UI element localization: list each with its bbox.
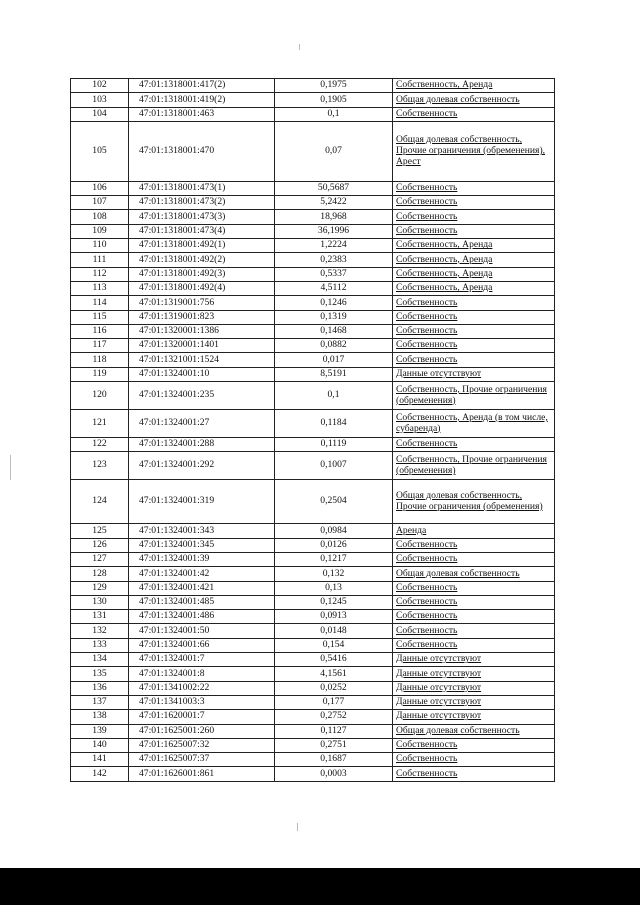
table-row — [71, 210, 555, 224]
table-row — [71, 595, 555, 609]
cadastral-number: 47:01:1324001:319 — [129, 480, 275, 524]
cadastral-number: 47:01:1318001:419(2) — [129, 93, 275, 107]
row-number: 121 — [71, 410, 129, 438]
table-row — [71, 667, 555, 681]
rights-status: Собственность, Аренда — [393, 253, 555, 267]
scan-mark-bottom — [297, 823, 298, 831]
area-value: 0,1127 — [275, 724, 393, 738]
row-number: 122 — [71, 438, 129, 452]
table-row — [71, 452, 555, 480]
rights-status: Собственность — [393, 738, 555, 752]
area-value: 0,0252 — [275, 681, 393, 695]
area-value: 0,132 — [275, 567, 393, 581]
row-number: 137 — [71, 695, 129, 709]
cadastral-number: 47:01:1620001:7 — [129, 710, 275, 724]
table-row — [71, 538, 555, 552]
table-row — [71, 738, 555, 752]
table-row — [71, 480, 555, 524]
rights-status: Собственность — [393, 353, 555, 367]
table-row — [71, 353, 555, 367]
table-row — [71, 253, 555, 267]
area-value: 0,1245 — [275, 595, 393, 609]
area-value: 0,1217 — [275, 552, 393, 566]
row-number: 111 — [71, 253, 129, 267]
table-row — [71, 567, 555, 581]
row-number: 110 — [71, 239, 129, 253]
cadastral-number: 47:01:1318001:492(3) — [129, 267, 275, 281]
row-number: 125 — [71, 524, 129, 538]
cadastral-number: 47:01:1324001:485 — [129, 595, 275, 609]
area-value: 0,1687 — [275, 753, 393, 767]
area-value: 0,5337 — [275, 267, 393, 281]
rights-status: Собственность — [393, 107, 555, 121]
cadastral-number: 47:01:1320001:1401 — [129, 339, 275, 353]
rights-status: Данные отсутствуют — [393, 367, 555, 381]
row-number: 128 — [71, 567, 129, 581]
table-row — [71, 753, 555, 767]
area-value: 0,1 — [275, 107, 393, 121]
row-number: 106 — [71, 181, 129, 195]
cadastral-number: 47:01:1318001:492(2) — [129, 253, 275, 267]
cadastral-number: 47:01:1324001:486 — [129, 610, 275, 624]
rights-status: Собственность — [393, 552, 555, 566]
row-number: 105 — [71, 121, 129, 181]
table-row — [71, 438, 555, 452]
rights-status: Собственность, Прочие ограничения (обременения) — [393, 452, 555, 480]
area-value: 8,5191 — [275, 367, 393, 381]
row-number: 103 — [71, 93, 129, 107]
rights-status: Общая долевая собственность — [393, 93, 555, 107]
area-value: 36,1996 — [275, 224, 393, 238]
table-row — [71, 410, 555, 438]
area-value: 0,1184 — [275, 410, 393, 438]
cadastral-number: 47:01:1318001:492(4) — [129, 281, 275, 295]
cadastral-number: 47:01:1324001:42 — [129, 567, 275, 581]
table-row — [71, 93, 555, 107]
rights-status: Общая долевая собственность — [393, 724, 555, 738]
rights-status: Собственность — [393, 767, 555, 781]
cadastral-number: 47:01:1324001:50 — [129, 624, 275, 638]
table-row — [71, 724, 555, 738]
table-row — [71, 181, 555, 195]
cadastral-number: 47:01:1324001:292 — [129, 452, 275, 480]
rights-status: Собственность, Аренда — [393, 79, 555, 93]
row-number: 102 — [71, 79, 129, 93]
area-value: 0,1007 — [275, 452, 393, 480]
cadastral-number: 47:01:1625007:32 — [129, 738, 275, 752]
rights-status: Общая долевая собственность, Прочие ограничения (обременения), Арест — [393, 121, 555, 181]
rights-status: Собственность — [393, 538, 555, 552]
area-value: 0,0126 — [275, 538, 393, 552]
rights-status: Собственность — [393, 624, 555, 638]
area-value: 0,0882 — [275, 339, 393, 353]
row-number: 126 — [71, 538, 129, 552]
area-value: 0,13 — [275, 581, 393, 595]
area-value: 0,2751 — [275, 738, 393, 752]
row-number: 119 — [71, 367, 129, 381]
cadastral-number: 47:01:1324001:7 — [129, 653, 275, 667]
rights-status: Собственность — [393, 595, 555, 609]
rights-status: Собственность — [393, 610, 555, 624]
cadastral-number: 47:01:1324001:421 — [129, 581, 275, 595]
cadastral-number: 47:01:1319001:823 — [129, 310, 275, 324]
rights-status: Данные отсутствуют — [393, 681, 555, 695]
cadastral-number: 47:01:1324001:66 — [129, 638, 275, 652]
table-row — [71, 524, 555, 538]
rights-status: Данные отсутствуют — [393, 695, 555, 709]
area-value: 0,07 — [275, 121, 393, 181]
table-row — [71, 121, 555, 181]
rights-status: Собственность — [393, 438, 555, 452]
scan-mark-top — [299, 44, 300, 50]
table-row — [71, 267, 555, 281]
area-value: 0,0984 — [275, 524, 393, 538]
table-row — [71, 695, 555, 709]
land-parcels-table-wrap — [70, 78, 554, 782]
cadastral-number: 47:01:1324001:10 — [129, 367, 275, 381]
rights-status: Данные отсутствуют — [393, 710, 555, 724]
cadastral-number: 47:01:1324001:39 — [129, 552, 275, 566]
rights-status: Собственность, Аренда (в том числе, субаренда) — [393, 410, 555, 438]
cadastral-number: 47:01:1324001:27 — [129, 410, 275, 438]
row-number: 135 — [71, 667, 129, 681]
table-row — [71, 552, 555, 566]
table-row — [71, 107, 555, 121]
area-value: 0,177 — [275, 695, 393, 709]
cadastral-number: 47:01:1341002:22 — [129, 681, 275, 695]
cadastral-number: 47:01:1324001:345 — [129, 538, 275, 552]
rights-status: Собственность, Аренда — [393, 267, 555, 281]
rights-status: Аренда — [393, 524, 555, 538]
row-number: 107 — [71, 196, 129, 210]
area-value: 0,154 — [275, 638, 393, 652]
area-value: 0,1246 — [275, 296, 393, 310]
table-row — [71, 310, 555, 324]
rights-status: Общая долевая собственность, Прочие ограничения (обременения) — [393, 480, 555, 524]
row-number: 129 — [71, 581, 129, 595]
rights-status: Собственность — [393, 310, 555, 324]
cadastral-number: 47:01:1341003:3 — [129, 695, 275, 709]
table-row — [71, 281, 555, 295]
table-row — [71, 196, 555, 210]
cadastral-number: 47:01:1318001:417(2) — [129, 79, 275, 93]
cadastral-number: 47:01:1318001:473(4) — [129, 224, 275, 238]
rights-status: Собственность — [393, 324, 555, 338]
area-value: 0,017 — [275, 353, 393, 367]
area-value: 18,968 — [275, 210, 393, 224]
table-row — [71, 767, 555, 781]
area-value: 0,1319 — [275, 310, 393, 324]
area-value: 4,5112 — [275, 281, 393, 295]
row-number: 116 — [71, 324, 129, 338]
cadastral-number: 47:01:1324001:288 — [129, 438, 275, 452]
cadastral-number: 47:01:1625001:260 — [129, 724, 275, 738]
row-number: 132 — [71, 624, 129, 638]
table-row — [71, 581, 555, 595]
row-number: 130 — [71, 595, 129, 609]
cadastral-number: 47:01:1324001:343 — [129, 524, 275, 538]
cadastral-number: 47:01:1324001:8 — [129, 667, 275, 681]
row-number: 117 — [71, 339, 129, 353]
rights-status: Собственность, Аренда — [393, 281, 555, 295]
row-number: 133 — [71, 638, 129, 652]
rights-status: Общая долевая собственность — [393, 567, 555, 581]
row-number: 104 — [71, 107, 129, 121]
row-number: 124 — [71, 480, 129, 524]
table-row — [71, 681, 555, 695]
area-value: 4,1561 — [275, 667, 393, 681]
table-row — [71, 296, 555, 310]
row-number: 138 — [71, 710, 129, 724]
area-value: 0,0913 — [275, 610, 393, 624]
row-number: 141 — [71, 753, 129, 767]
cadastral-number: 47:01:1324001:235 — [129, 382, 275, 410]
rights-status: Собственность — [393, 224, 555, 238]
rights-status: Собственность — [393, 196, 555, 210]
cadastral-number: 47:01:1321001:1524 — [129, 353, 275, 367]
row-number: 112 — [71, 267, 129, 281]
table-row — [71, 382, 555, 410]
row-number: 113 — [71, 281, 129, 295]
table-row — [71, 610, 555, 624]
rights-status: Собственность — [393, 210, 555, 224]
scan-mark-left — [10, 455, 11, 480]
table-row — [71, 79, 555, 93]
area-value: 0,1905 — [275, 93, 393, 107]
area-value: 0,0003 — [275, 767, 393, 781]
table-row — [71, 339, 555, 353]
rights-status: Собственность — [393, 339, 555, 353]
area-value: 5,2422 — [275, 196, 393, 210]
row-number: 114 — [71, 296, 129, 310]
cadastral-number: 47:01:1318001:473(1) — [129, 181, 275, 195]
table-row — [71, 710, 555, 724]
row-number: 120 — [71, 382, 129, 410]
cadastral-number: 47:01:1320001:1386 — [129, 324, 275, 338]
area-value: 0,2752 — [275, 710, 393, 724]
area-value: 0,2383 — [275, 253, 393, 267]
rights-status: Собственность, Прочие ограничения (обременения) — [393, 382, 555, 410]
cadastral-number: 47:01:1319001:756 — [129, 296, 275, 310]
area-value: 0,1 — [275, 382, 393, 410]
rights-status: Собственность — [393, 296, 555, 310]
area-value: 0,0148 — [275, 624, 393, 638]
cadastral-number: 47:01:1318001:470 — [129, 121, 275, 181]
area-value: 1,2224 — [275, 239, 393, 253]
area-value: 0,1975 — [275, 79, 393, 93]
row-number: 115 — [71, 310, 129, 324]
rights-status: Собственность — [393, 181, 555, 195]
rights-status: Собственность — [393, 753, 555, 767]
rights-status: Данные отсутствуют — [393, 653, 555, 667]
cadastral-number: 47:01:1318001:473(2) — [129, 196, 275, 210]
row-number: 142 — [71, 767, 129, 781]
row-number: 131 — [71, 610, 129, 624]
row-number: 134 — [71, 653, 129, 667]
area-value: 0,5416 — [275, 653, 393, 667]
cadastral-number: 47:01:1318001:492(1) — [129, 239, 275, 253]
area-value: 0,1468 — [275, 324, 393, 338]
table-row — [71, 224, 555, 238]
cadastral-number: 47:01:1318001:463 — [129, 107, 275, 121]
cadastral-number: 47:01:1318001:473(3) — [129, 210, 275, 224]
table-row — [71, 324, 555, 338]
row-number: 123 — [71, 452, 129, 480]
rights-status: Собственность, Аренда — [393, 239, 555, 253]
row-number: 108 — [71, 210, 129, 224]
area-value: 50,5687 — [275, 181, 393, 195]
row-number: 136 — [71, 681, 129, 695]
table-row — [71, 653, 555, 667]
cadastral-number: 47:01:1626001:861 — [129, 767, 275, 781]
land-parcels-table — [70, 78, 555, 782]
cadastral-number: 47:01:1625007:37 — [129, 753, 275, 767]
table-row — [71, 239, 555, 253]
row-number: 140 — [71, 738, 129, 752]
row-number: 127 — [71, 552, 129, 566]
rights-status: Собственность — [393, 581, 555, 595]
row-number: 139 — [71, 724, 129, 738]
table-row — [71, 638, 555, 652]
row-number: 109 — [71, 224, 129, 238]
table-body — [71, 79, 555, 782]
table-row — [71, 367, 555, 381]
rights-status: Данные отсутствуют — [393, 667, 555, 681]
area-value: 0,2504 — [275, 480, 393, 524]
scan-bottom-bar — [0, 868, 640, 905]
row-number: 118 — [71, 353, 129, 367]
table-row — [71, 624, 555, 638]
area-value: 0,1119 — [275, 438, 393, 452]
rights-status: Собственность — [393, 638, 555, 652]
